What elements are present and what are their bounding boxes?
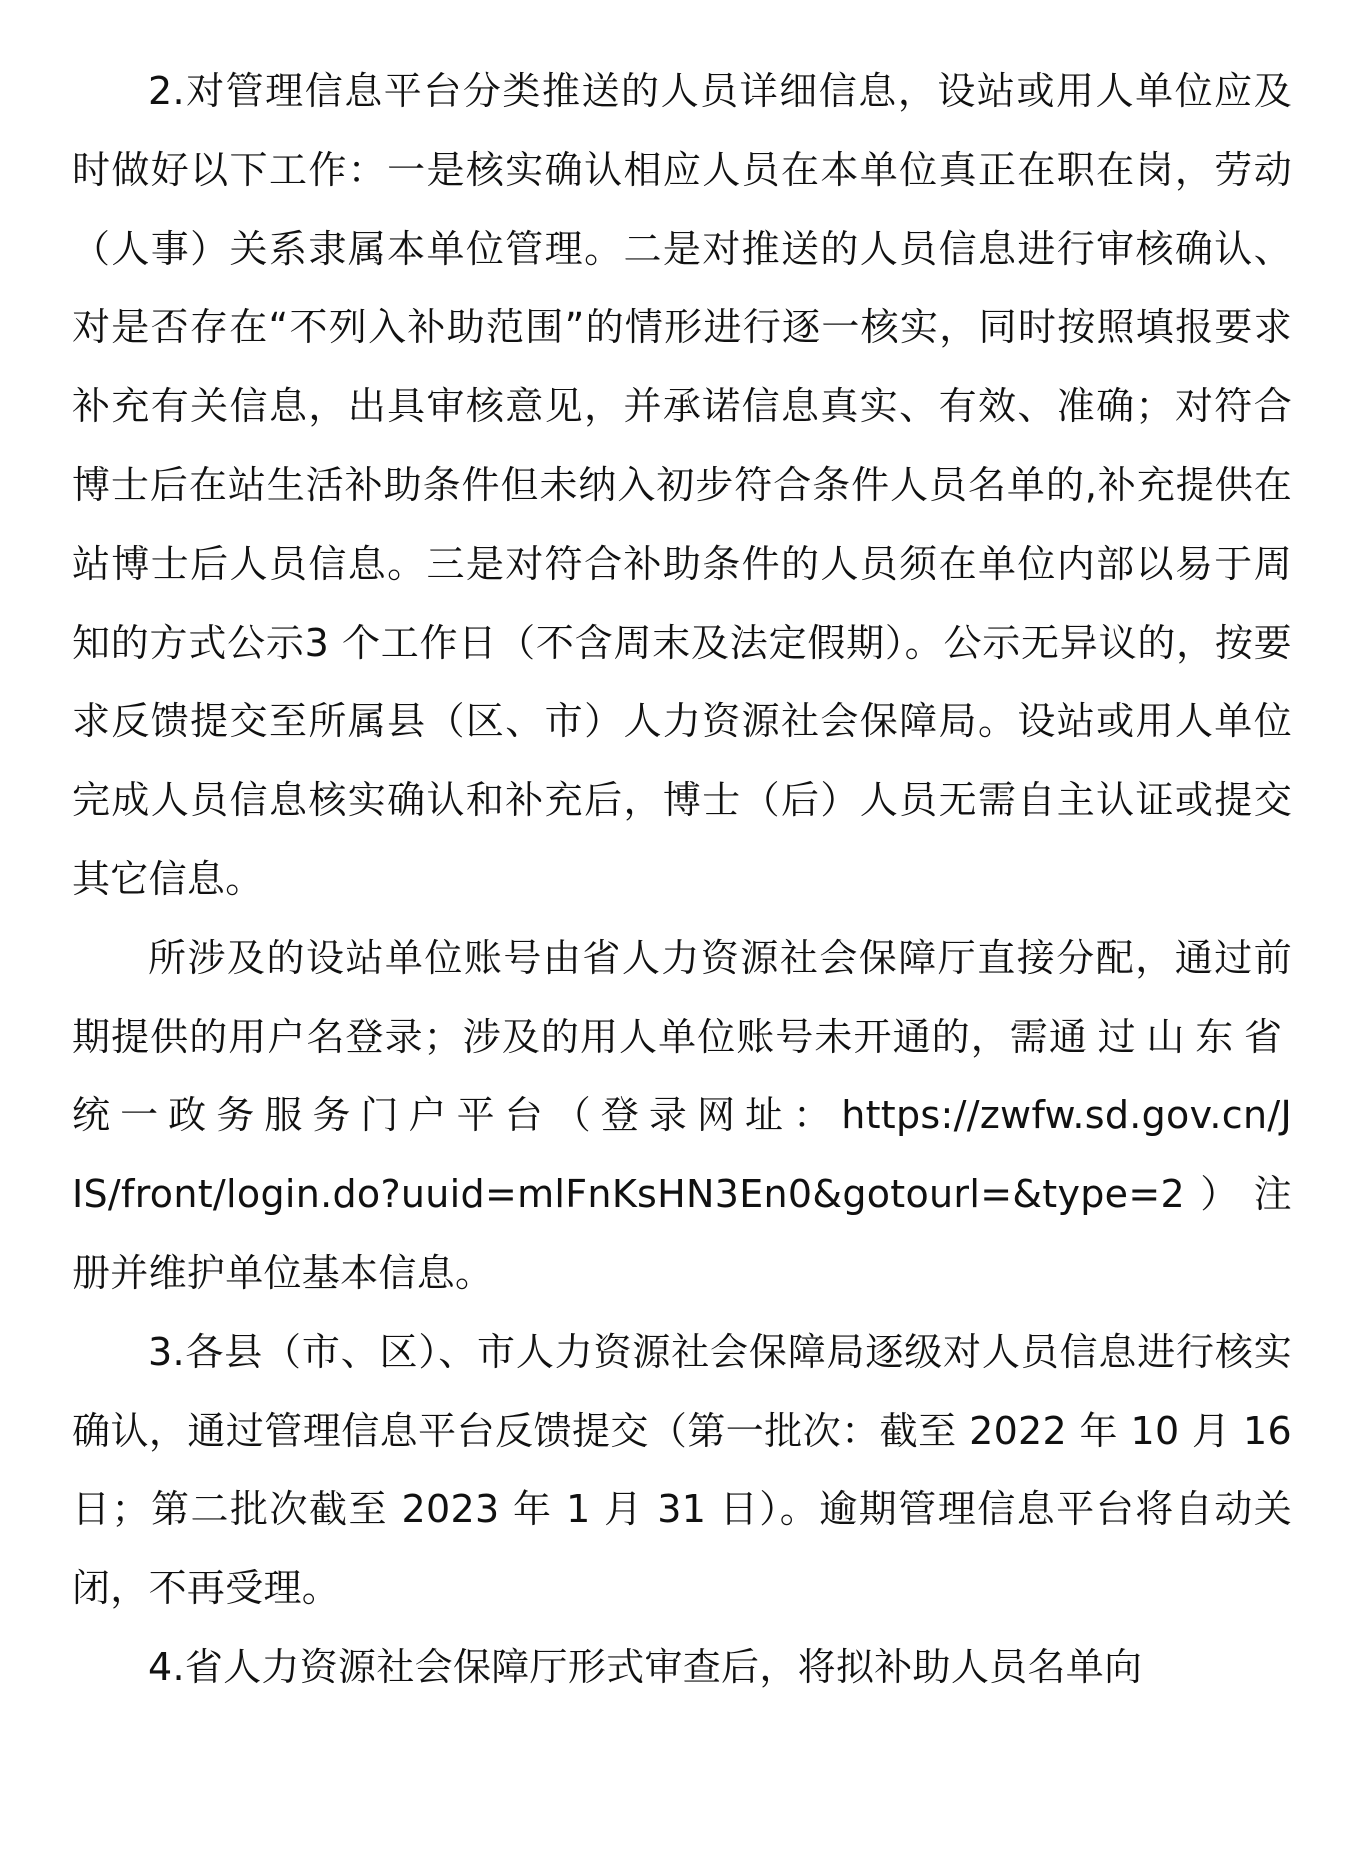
account-text-spaced: 通过山东省统一政务服务门户平台（登录网址： [72,1014,1292,1138]
paragraph-provincial-review: 4.省人力资源社会保障厅形式审查后，将拟补助人员名单向 [148,1644,1143,1689]
login-url-link[interactable]: https://zwfw.sd.gov.cn/JIS/front/login.do?uuid=mlFnKsHN3En0&gotourl=&type=2 [72,1093,1292,1217]
document-page [72,52,1292,1707]
paragraph-county-review: 3.各县（市、区）、市人力资源社会保障局逐级对人员信息进行核实确认，通过管理信息平台反馈提交（第一批次：截至 2022 年 10 月 16 日；第二批次截至 2023 年 1 月 31 日）。逾期管理信息平台将自动关闭，不再受理。 [72,1329,1292,1611]
paragraph-account-registration [72,919,1292,1313]
account-text-after: ）注册并维护单位基本信息。 [72,1172,1292,1295]
paragraph-unit-verification: 2.对管理信息平台分类推送的人员详细信息，设站或用人单位应及时做好以下工作：一是核实确认相应人员在本单位真正在职在岗，劳动（人事）关系隶属本单位管理。二是对推送的人员信息进行审核确认、对是否存在“不列入补助范围”的情形进行逐一核实，同时按照填报要求补充有关信息，出具审核意见，并承诺信息真实、有效、准确；对符合博士后在站生活补助条件但未纳入初步符合条件人员名单的,补充提供在站博士后人员信息。三是对符合补助条件的人员须在单位内部以易于周知的方式公示3 个工作日（不含周末及法定假期）。公示无异议的，按要求反馈提交至所属县（区、市）人力资源社会保障局。设站或用人单位完成人员信息核实确认和补充后，博士（后）人员无需自主认证或提交其它信息。 [72,69,1292,901]
account-text-before: 所涉及的设站单位账号由省人力资源社会保障厅直接分配，通过前期提供的用户名登录；涉及的用人单位账号未开通的，需 [72,935,1292,1059]
